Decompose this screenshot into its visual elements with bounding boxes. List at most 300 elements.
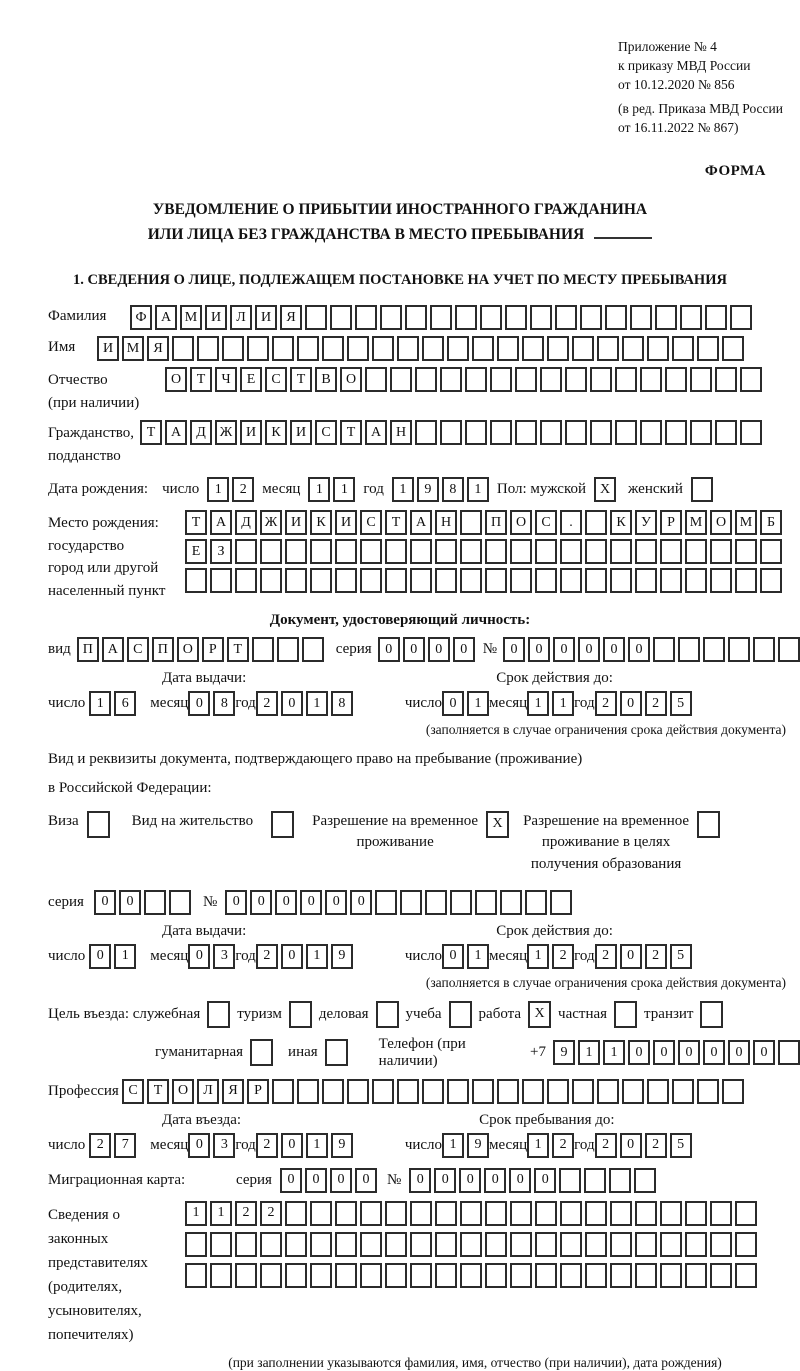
permit-dates-row [48,944,800,969]
patronymic-row [48,367,800,414]
char-cell: 0 [703,1040,725,1065]
entry-dates-row [48,1133,800,1158]
purpose-other-label: иная [288,1044,318,1061]
legal-reps-note: (при заполнении указываются фамилия, имя, отчество (при наличии), дата рождения) [228,1354,722,1370]
char-cell: 0 [250,890,272,915]
char-cell [347,336,369,361]
char-cell [660,1232,682,1257]
char-cell [455,305,477,330]
doc-validity-note: (заполняется в случае ограничения срока действия документа) [425,722,786,738]
char-cell [497,336,519,361]
char-cell [385,539,407,564]
title-line2: ИЛИ ЛИЦА БЕЗ ГРАЖДАНСТВА В МЕСТО ПРЕБЫВАНИЯ [147,226,585,244]
char-cell: 0 [94,890,116,915]
surname-boxes [130,305,752,330]
char-cell: А [102,637,124,662]
doc-valid-until-label: Срок действия до: [496,670,613,687]
char-cell [460,1232,482,1257]
char-cell: 9 [553,1040,575,1065]
doc-number-label: № [482,641,497,658]
char-cell: А [155,305,177,330]
char-cell: С [122,1079,144,1104]
phone-label: Телефон (при наличии) [378,1035,466,1069]
char-cell: Е [240,367,262,392]
char-cell [535,539,557,564]
char-cell: 1 [392,477,414,502]
char-cell: 1 [442,1133,464,1158]
char-cell: Л [230,305,252,330]
doc-issue-month-boxes [188,691,235,716]
char-cell: 5 [670,691,692,716]
char-cell [580,305,602,330]
char-cell: Ж [215,420,237,445]
char-cell: Т [147,1079,169,1104]
month-label: месяц [262,481,301,498]
char-cell: А [410,510,432,535]
char-cell [522,336,544,361]
char-cell: 0 [442,691,464,716]
char-cell: С [265,367,287,392]
place-of-birth-boxes-row2 [185,539,782,564]
char-cell [415,420,437,445]
birth-year-boxes [392,477,489,502]
char-cell: 2 [235,1201,257,1226]
char-cell: 0 [378,637,400,662]
right-doc-text-line2: в Российской Федерации: [48,780,212,797]
char-cell [335,539,357,564]
char-cell: 5 [670,944,692,969]
char-cell [590,367,612,392]
char-cell [660,1263,682,1288]
char-cell: 1 [306,1133,328,1158]
purpose-row [48,1001,800,1028]
char-cell [490,420,512,445]
doc-type-boxes [77,637,324,662]
char-cell [447,1079,469,1104]
char-cell: У [635,510,657,535]
char-cell [460,510,482,535]
day-label: число [48,947,86,964]
appendix-line: от 10.12.2020 № 856 [618,76,735,92]
char-cell [172,336,194,361]
char-cell [197,336,219,361]
form-title [0,198,800,248]
char-cell: Д [235,510,257,535]
amendment-line: (в ред. Приказа МВД России [618,100,783,116]
permit-valid-until-label: Срок действия до: [496,922,613,939]
migration-card-label: Миграционная карта: [48,1171,186,1188]
char-cell: З [210,539,232,564]
char-cell: 0 [281,691,303,716]
amendment-line: от 16.11.2022 № 867) [618,119,739,135]
char-cell [297,1079,319,1104]
year-label: год [235,1136,256,1153]
purpose-official-checkbox [207,1001,230,1028]
char-cell: К [610,510,632,535]
char-cell [690,367,712,392]
char-cell [685,1201,707,1226]
char-cell [647,336,669,361]
char-cell [680,305,702,330]
char-cell: М [180,305,202,330]
char-cell [685,539,707,564]
char-cell [260,1232,282,1257]
doc-issue-date-label: Дата выдачи: [162,670,247,687]
purpose-transit-label: транзит [644,1005,694,1022]
phone-boxes [553,1040,800,1065]
surname-label: Фамилия [48,308,107,325]
char-cell [510,539,532,564]
char-cell: 0 [620,944,642,969]
char-cell [672,336,694,361]
char-cell [560,1263,582,1288]
char-cell [480,305,502,330]
id-doc-row [48,637,800,662]
permit-number-label: № [202,893,218,910]
char-cell [735,1232,757,1257]
char-cell [450,890,472,915]
purpose-intro-label: Цель въезда: служебная [48,1005,201,1022]
char-cell: 2 [256,691,278,716]
char-cell [310,1263,332,1288]
char-cell [597,1079,619,1104]
place-of-birth-label: Место рождения: государство город или другой населенный пункт [48,515,166,599]
char-cell [597,336,619,361]
char-cell: 3 [213,1133,235,1158]
stay-year-boxes [595,1133,692,1158]
char-cell: К [310,510,332,535]
place-of-birth-block [48,510,800,602]
char-cell: Т [340,420,362,445]
permit-validity-note: (заполняется в случае ограничения срока действия документа) [425,974,786,990]
char-cell: О [510,510,532,535]
char-cell: 2 [595,944,617,969]
birth-date-label: Дата рождения: [48,481,149,498]
char-cell: 1 [552,691,574,716]
day-label: число [404,695,443,712]
permit-valid-year-boxes [595,944,692,969]
char-cell: 1 [114,944,136,969]
char-cell: 2 [256,944,278,969]
char-cell [610,1201,632,1226]
char-cell [272,1079,294,1104]
char-cell [560,1232,582,1257]
purpose-business-label: деловая [318,1005,369,1022]
char-cell [703,637,725,662]
char-cell: В [315,367,337,392]
doc-valid-month-boxes [527,691,574,716]
permit-issue-year-boxes [256,944,353,969]
char-cell [610,568,632,593]
char-cell: 9 [331,944,353,969]
char-cell: 1 [306,691,328,716]
permit-series-label: серия [48,893,84,910]
char-cell [555,305,577,330]
char-cell [310,1232,332,1257]
char-cell [778,637,800,662]
permit-issue-month-boxes [188,944,235,969]
char-cell [572,1079,594,1104]
char-cell: Р [247,1079,269,1104]
char-cell: И [255,305,277,330]
char-cell: 0 [280,1168,302,1193]
char-cell [525,890,547,915]
doc-dates-header [0,670,800,687]
char-cell [640,420,662,445]
char-cell [185,1232,207,1257]
patronymic-boxes [165,367,762,392]
char-cell [610,1232,632,1257]
legal-reps-block [48,1201,800,1347]
char-cell [635,568,657,593]
birth-date-row [48,477,800,502]
char-cell [415,367,437,392]
legal-reps-label: Сведения о законных представителях (родителях, усыновителях, попечителях) [48,1206,148,1343]
permit-series-boxes [94,890,191,915]
char-cell [380,305,402,330]
permit-number-boxes [225,890,572,915]
char-cell [347,1079,369,1104]
year-label: год [574,695,595,712]
char-cell [735,539,757,564]
char-cell: А [210,510,232,535]
stay-day-boxes [442,1133,489,1158]
day-label: число [48,695,86,712]
char-cell: О [165,367,187,392]
char-cell [435,1263,457,1288]
char-cell: А [365,420,387,445]
char-cell [375,890,397,915]
char-cell: П [152,637,174,662]
char-cell: 0 [89,944,111,969]
temp-residence-edu-item [523,811,720,876]
char-cell: О [710,510,732,535]
char-cell [685,1232,707,1257]
char-cell [285,539,307,564]
char-cell [235,1232,257,1257]
right-doc-text-line1: Вид и реквизиты документа, подтверждающего право на пребывание (проживание) [48,751,583,768]
given-name-boxes [97,336,744,361]
char-cell: 0 [484,1168,506,1193]
char-cell: 9 [331,1133,353,1158]
char-cell: 0 [350,890,372,915]
char-cell: И [290,420,312,445]
char-cell [522,1079,544,1104]
char-cell: 8 [213,691,235,716]
stay-until-label: Срок пребывания до: [479,1111,615,1128]
purpose-work-checkbox: X [528,1001,551,1028]
char-cell [372,336,394,361]
permit-issue-date-label: Дата выдачи: [162,922,247,939]
char-cell: 0 [434,1168,456,1193]
char-cell: С [127,637,149,662]
char-cell [310,568,332,593]
char-cell: 1 [603,1040,625,1065]
char-cell: 0 [325,890,347,915]
char-cell [410,568,432,593]
visa-item [48,811,110,838]
char-cell [460,1263,482,1288]
char-cell: 0 [409,1168,431,1193]
char-cell: 2 [552,1133,574,1158]
char-cell [585,1201,607,1226]
char-cell: С [360,510,382,535]
char-cell [260,568,282,593]
char-cell [447,336,469,361]
char-cell [540,367,562,392]
char-cell [472,336,494,361]
char-cell: Ф [130,305,152,330]
doc-number-boxes [503,637,800,662]
place-of-birth-boxes-row1 [185,510,782,535]
char-cell [510,1263,532,1288]
char-cell [710,1232,732,1257]
char-cell: Т [140,420,162,445]
char-cell: 6 [114,691,136,716]
char-cell [285,1232,307,1257]
char-cell [510,1201,532,1226]
char-cell [272,336,294,361]
purpose-tourism-checkbox [289,1001,312,1028]
char-cell [740,420,762,445]
sex-male-label: Пол: мужской [496,481,587,498]
char-cell [422,1079,444,1104]
given-name-row [48,336,800,361]
char-cell: 1 [527,691,549,716]
id-doc-heading: Документ, удостоверяющий личность: [269,612,531,629]
char-cell [472,1079,494,1104]
char-cell: 1 [467,944,489,969]
appendix-block [618,38,800,137]
char-cell [490,367,512,392]
char-cell [485,1232,507,1257]
title-blank-line [594,237,652,239]
char-cell [410,1201,432,1226]
char-cell [547,1079,569,1104]
char-cell [285,1263,307,1288]
char-cell: 0 [281,1133,303,1158]
entry-day-boxes [89,1133,136,1158]
legal-reps-boxes-row2 [185,1232,757,1257]
char-cell: 0 [453,637,475,662]
char-cell: 2 [595,691,617,716]
phone-prefix: +7 [530,1044,546,1061]
purpose-business-checkbox [376,1001,399,1028]
char-cell [410,539,432,564]
char-cell [440,367,462,392]
char-cell [335,1201,357,1226]
profession-boxes [122,1079,744,1104]
char-cell: 2 [552,944,574,969]
char-cell [630,305,652,330]
purpose-private-label: частная [558,1005,608,1022]
appendix-line: Приложение № 4 [618,39,717,54]
temp-residence-edu-label: Разрешение на временное проживание в целях получения образования [523,812,690,873]
char-cell: 1 [207,477,229,502]
char-cell: К [265,420,287,445]
male-checkbox: X [594,477,616,502]
sex-female-label: женский [628,481,683,498]
char-cell: 0 [428,637,450,662]
char-cell [360,1263,382,1288]
residence-permit-label: Вид на жительство [131,812,254,829]
char-cell [559,1168,581,1193]
char-cell: Я [222,1079,244,1104]
month-label: месяц [150,947,189,964]
char-cell [247,336,269,361]
char-cell: 0 [300,890,322,915]
char-cell [460,539,482,564]
char-cell: 1 [306,944,328,969]
char-cell [710,1201,732,1226]
char-cell [610,539,632,564]
temp-residence-checkbox: X [486,811,509,838]
char-cell [302,637,324,662]
year-label: год [574,1136,595,1153]
purpose-private-checkbox [614,1001,637,1028]
char-cell [697,336,719,361]
char-cell [635,1201,657,1226]
appendix-line: к приказу МВД России [618,57,751,73]
char-cell [372,1079,394,1104]
char-cell [705,305,727,330]
char-cell [572,336,594,361]
birth-day-boxes [207,477,254,502]
char-cell [210,568,232,593]
mk-series-boxes [280,1168,377,1193]
doc-series-label: серия [335,641,372,658]
char-cell [210,1232,232,1257]
char-cell: 1 [89,691,111,716]
char-cell: 0 [628,637,650,662]
char-cell [635,539,657,564]
char-cell [715,367,737,392]
permit-dates-header [0,923,800,940]
char-cell [634,1168,656,1193]
char-cell [690,420,712,445]
char-cell: 2 [645,944,667,969]
purpose-row2 [155,1036,800,1070]
char-cell [605,305,627,330]
place-of-birth-boxes-row3 [185,568,782,593]
char-cell [410,1263,432,1288]
char-cell [515,367,537,392]
char-cell [465,420,487,445]
char-cell: 0 [275,890,297,915]
char-cell [485,539,507,564]
char-cell [735,568,757,593]
char-cell: 0 [281,944,303,969]
char-cell [510,568,532,593]
mk-number-label: № [386,1171,402,1188]
char-cell [760,539,782,564]
char-cell [169,890,191,915]
mk-series-label: серия [236,1171,272,1188]
char-cell: И [205,305,227,330]
char-cell [397,336,419,361]
char-cell: А [165,420,187,445]
char-cell [535,1232,557,1257]
char-cell: О [340,367,362,392]
char-cell [322,336,344,361]
profession-row [48,1079,800,1104]
char-cell: 1 [185,1201,207,1226]
char-cell [305,305,327,330]
char-cell [335,568,357,593]
char-cell [465,367,487,392]
char-cell: 1 [333,477,355,502]
char-cell [435,1232,457,1257]
